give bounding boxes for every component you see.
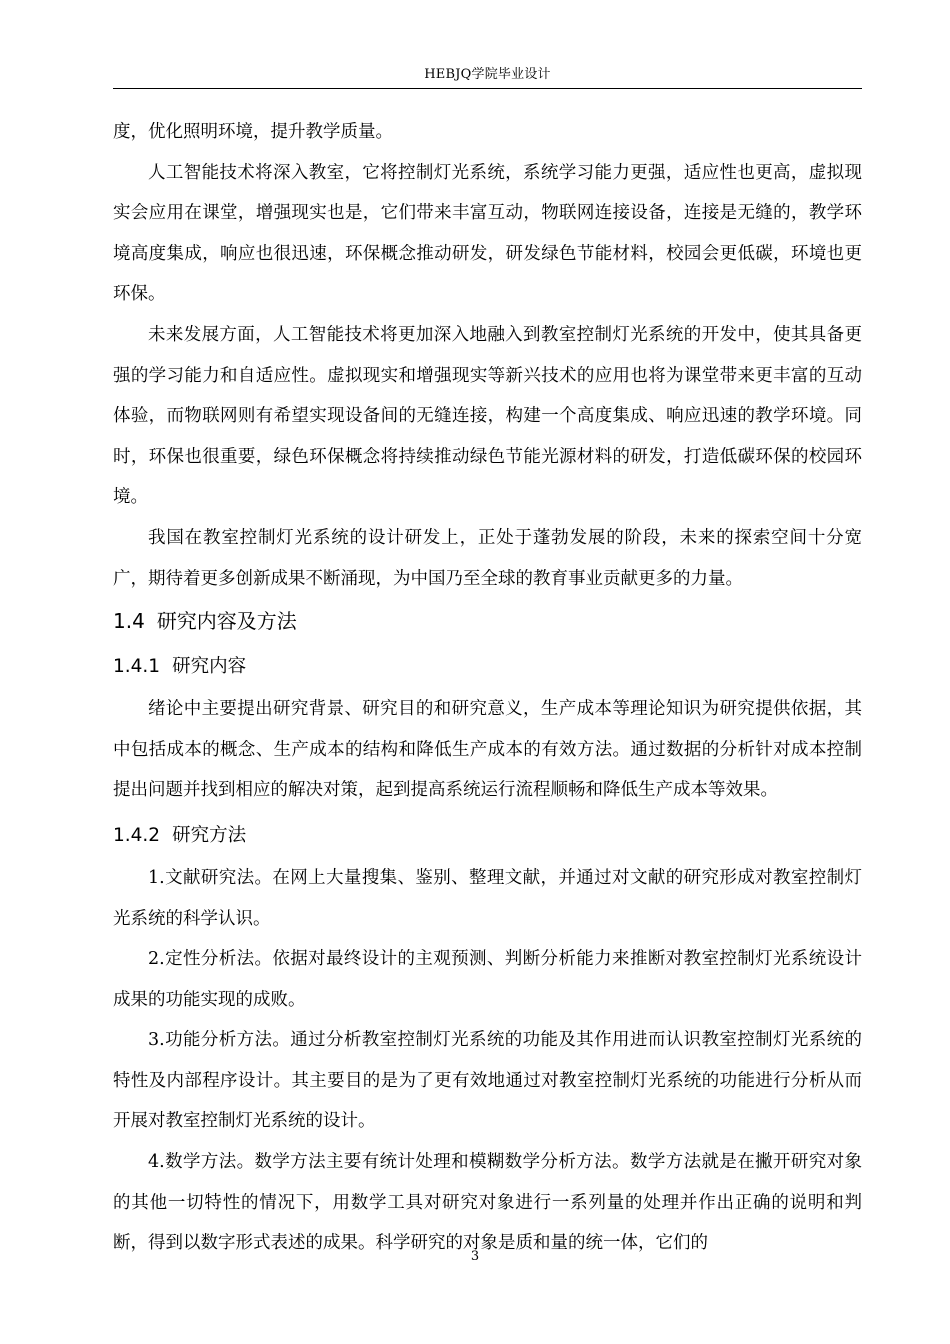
paragraph-future-development: 未来发展方面，人工智能技术将更加深入地融入到教室控制灯光系统的开发中，使其具备更强的学习能力和自适应性。虚拟现实和增强现实等新兴技术的应用也将为课堂带来更丰富的互动体验，而物联网则有希望实现设备间的无缝连接，构建一个高度集成、响应迅速的教学环境。同时，环保也很重要，绿色环保概念将持续推动绿色节能光源材料的研发，打造低碳环保的校园环境。	[113, 324, 862, 508]
page-number: 3	[470, 1249, 480, 1264]
page-header	[113, 64, 862, 89]
method-item-mathematical: 4.数学方法。数学方法主要有统计处理和模糊数学分析方法。数学方法就是在撇开研究对象的其他一切特性的情况下，用数学工具对研究对象进行一系列量的处理并作出正确的说明和判断，得到以数字形式表述的成果。科学研究的对象是质和量的统一体，它们的	[113, 1152, 862, 1254]
paragraph-ai-technology: 人工智能技术将深入教室，它将控制灯光系统，系统学习能力更强，适应性也更高，虚拟现实会应用在课堂，增强现实也是，它们带来丰富互动，物联网连接设备，连接是无缝的，教学环境高度集成，响应也很迅速，环保概念推动研发，研发绿色节能材料，校园会更低碳，环境也更环保。	[113, 162, 862, 305]
section-number: 1.4	[113, 609, 145, 634]
method-item-qualitative: 2.定性分析法。依据对最终设计的主观预测、判断分析能力来推断对教室控制灯光系统设计成果的功能实现的成败。	[113, 949, 862, 1010]
section-heading-1-4	[113, 599, 862, 642]
section-heading-1-4-2	[113, 811, 862, 858]
section-heading-1-4-1	[113, 642, 862, 689]
section-title: 研究内容及方法	[156, 609, 297, 634]
section-title: 研究方法	[172, 824, 247, 846]
section-title: 研究内容	[172, 656, 247, 678]
method-item-functional: 3.功能分析方法。通过分析教室控制灯光系统的功能及其作用进而认识教室控制灯光系统的特性及内部程序设计。其主要目的是为了更有效地通过对教室控制灯光系统的功能进行分析从而开展对教室控制灯光系统的设计。	[113, 1030, 862, 1132]
method-item-literature: 1.文献研究法。在网上大量搜集、鉴别、整理文献，并通过对文献的研究形成对教室控制灯光系统的科学认识。	[113, 867, 862, 929]
section-number: 1.4.1	[113, 656, 161, 678]
paragraph-research-content: 绪论中主要提出研究背景、研究目的和研究意义，生产成本等理论知识为研究提供依据，其中包括成本的概念、生产成本的结构和降低生产成本的有效方法。通过数据的分析针对成本控制提出问题并找到相应的解决对策，起到提高系统运行流程顺畅和降低生产成本等效果。	[113, 699, 862, 801]
paragraph-continuation: 度，优化照明环境，提升教学质量。	[113, 122, 393, 142]
paragraph-domestic-outlook: 我国在教室控制灯光系统的设计研发上，正处于蓬勃发展的阶段，未来的探索空间十分宽广，期待着更多创新成果不断涌现，为中国乃至全球的教育事业贡献更多的力量。	[113, 527, 862, 589]
section-number: 1.4.2	[113, 824, 161, 846]
header-title: HEBJQ学院毕业设计	[424, 67, 551, 82]
document-body	[113, 112, 862, 1264]
